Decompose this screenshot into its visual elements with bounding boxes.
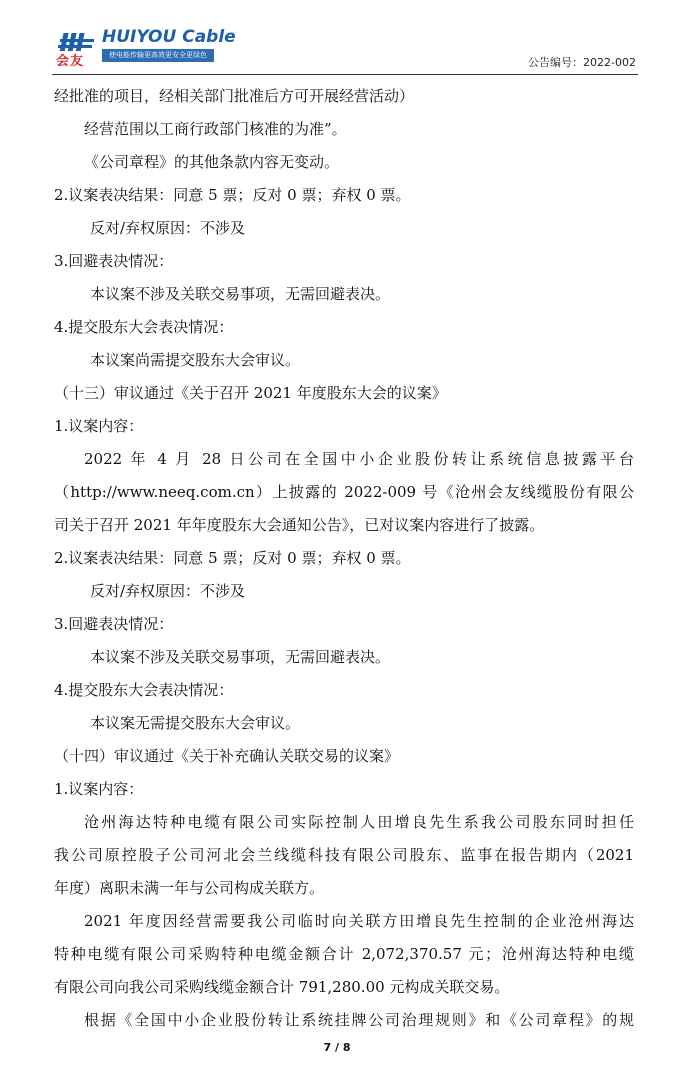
text-line: 特种电缆有限公司采购特种电缆金额合计 2,072,370.57 元；沧州海达特种电缆 xyxy=(54,945,634,963)
text-line: 我公司原控股子公司河北会兰线缆科技有限公司股东、监事在报告期内（2021 xyxy=(54,846,634,864)
text-line: 4.提交股东大会表决情况： xyxy=(54,681,234,699)
text-line: 沧州海达特种电缆有限公司实际控制人田增良先生系我公司股东同时担任 xyxy=(84,813,634,831)
text-line: 司关于召开 2021 年年度股东大会通知公告》，已对议案内容进行了披露。 xyxy=(54,516,545,534)
text-line: 有限公司向我公司采购线缆金额合计 791,280.00 元构成关联交易。 xyxy=(54,978,510,996)
section-heading: （十三）审议通过《关于召开 2021 年度股东大会的议案》 xyxy=(54,384,447,402)
text-line: 反对/弃权原因：不涉及 xyxy=(90,219,246,237)
text-line: 《公司章程》的其他条款内容无变动。 xyxy=(84,153,340,171)
text-line: 根据《全国中小企业股份转让系统挂牌公司治理规则》和《公司章程》的规 xyxy=(84,1011,634,1029)
text-line: 经批准的项目，经相关部门批准后方可开展经营活动） xyxy=(54,87,415,105)
page-number: 7 / 8 xyxy=(323,1041,351,1054)
text-line: 2021 年度因经营需要我公司临时向关联方田增良先生控制的企业沧州海达 xyxy=(84,912,634,930)
logo-english-text: HUIYOU Cable xyxy=(102,27,236,47)
logo-chinese-text: 会友 xyxy=(56,54,85,69)
header-divider xyxy=(52,74,638,75)
logo-slogan: 使电能传输更高效更安全更绿色 xyxy=(102,49,214,62)
text-line: 3.回避表决情况： xyxy=(54,252,174,270)
company-logo xyxy=(56,27,236,69)
text-line: 本议案不涉及关联交易事项，无需回避表决。 xyxy=(90,648,391,666)
text-line: （http://www.neeq.com.cn）上披露的 2022-009 号《沧州会友线缆股份有限公 xyxy=(54,483,634,501)
text-line: 本议案尚需提交股东大会审议。 xyxy=(90,351,301,369)
document-body xyxy=(54,80,634,1037)
text-line: 本议案无需提交股东大会审议。 xyxy=(90,714,301,732)
text-line: 2.议案表决结果：同意 5 票；反对 0 票；弃权 0 票。 xyxy=(54,186,411,204)
text-line: 2.议案表决结果：同意 5 票；反对 0 票；弃权 0 票。 xyxy=(54,549,411,567)
text-line: 年度）离职未满一年与公司构成关联方。 xyxy=(54,879,325,897)
text-line: 2022 年 4 月 28 日公司在全国中小企业股份转让系统信息披露平台 xyxy=(84,450,634,468)
text-line: 1.议案内容： xyxy=(54,417,144,435)
text-line: 本议案不涉及关联交易事项，无需回避表决。 xyxy=(90,285,391,303)
text-line: 3.回避表决情况： xyxy=(54,615,174,633)
text-line: 反对/弃权原因：不涉及 xyxy=(90,582,246,600)
announcement-number: 公告编号：2022-002 xyxy=(528,56,636,69)
text-line: 1.议案内容： xyxy=(54,780,144,798)
section-heading: （十四）审议通过《关于补充确认关联交易的议案》 xyxy=(54,747,400,765)
page-header xyxy=(0,0,674,78)
text-line: 4.提交股东大会表决情况： xyxy=(54,318,234,336)
text-line: 经营范围以工商行政部门核准的为准”。 xyxy=(84,120,347,138)
